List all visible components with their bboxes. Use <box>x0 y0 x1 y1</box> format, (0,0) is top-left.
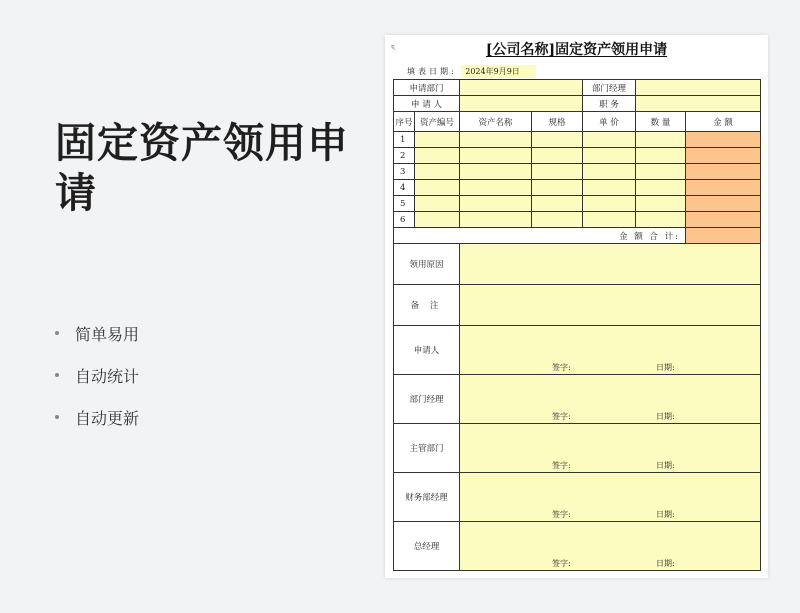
table-row <box>394 164 761 180</box>
sign-label: 签字: <box>552 412 571 421</box>
corner-mark: ঽ <box>391 43 396 52</box>
form-sheet <box>385 35 768 578</box>
remark-label: 备 注 <box>394 285 460 326</box>
quantity-cell[interactable] <box>636 164 686 180</box>
spec-cell[interactable] <box>532 164 583 180</box>
dept-field[interactable] <box>460 80 583 96</box>
unit-price-cell[interactable] <box>583 180 636 196</box>
approval-sign-cell[interactable] <box>460 473 761 522</box>
sign-date-label: 日期: <box>656 559 675 568</box>
asset-code-cell[interactable] <box>415 148 460 164</box>
table-header-row <box>394 112 761 132</box>
fill-date-value[interactable]: 2024年9月9日 <box>461 65 536 78</box>
approval-row <box>394 473 761 522</box>
row-number: 5 <box>394 196 415 212</box>
approval-row <box>394 522 761 571</box>
row-number: 4 <box>394 180 415 196</box>
col-header-amount: 金 额 <box>686 112 761 132</box>
row-number: 1 <box>394 132 415 148</box>
col-header-unit-price: 单 价 <box>583 112 636 132</box>
approval-label: 主管部门 <box>394 424 460 473</box>
amount-cell <box>686 148 761 164</box>
quantity-cell[interactable] <box>636 148 686 164</box>
dept-manager-label: 部门经理 <box>583 80 636 96</box>
quantity-cell[interactable] <box>636 212 686 228</box>
table-row <box>394 180 761 196</box>
unit-price-cell[interactable] <box>583 196 636 212</box>
bullet-icon <box>55 331 59 335</box>
col-header-asset-code: 资产编号 <box>415 112 460 132</box>
unit-price-cell[interactable] <box>583 148 636 164</box>
dept-row <box>394 80 761 96</box>
dept-manager-field[interactable] <box>636 80 761 96</box>
table-row <box>394 148 761 164</box>
asset-code-cell[interactable] <box>415 180 460 196</box>
asset-code-cell[interactable] <box>415 132 460 148</box>
approval-row <box>394 375 761 424</box>
sign-date-label: 日期: <box>656 412 675 421</box>
unit-price-cell[interactable] <box>583 212 636 228</box>
position-field[interactable] <box>636 96 761 112</box>
asset-code-cell[interactable] <box>415 212 460 228</box>
promo-title: 固定资产领用申请 <box>55 119 349 217</box>
bullet-icon <box>55 373 59 377</box>
feature-label: 简单易用 <box>75 324 140 344</box>
col-header-index: 序号 <box>394 112 415 132</box>
fill-date-row <box>407 66 536 77</box>
col-header-asset-name: 资产名称 <box>460 112 532 132</box>
sign-date-label: 日期: <box>656 363 675 372</box>
asset-code-cell[interactable] <box>415 196 460 212</box>
row-number: 6 <box>394 212 415 228</box>
col-header-spec: 规格 <box>532 112 583 132</box>
approval-sign-cell[interactable] <box>460 375 761 424</box>
applicant-label: 申 请 人 <box>394 96 460 112</box>
approval-label: 部门经理 <box>394 375 460 424</box>
asset-code-cell[interactable] <box>415 164 460 180</box>
approval-label: 财务部经理 <box>394 473 460 522</box>
remark-row <box>394 285 761 326</box>
quantity-cell[interactable] <box>636 132 686 148</box>
reason-row <box>394 244 761 285</box>
table-row <box>394 212 761 228</box>
spec-cell[interactable] <box>532 212 583 228</box>
asset-name-cell[interactable] <box>460 164 532 180</box>
approval-label: 申请人 <box>394 326 460 375</box>
approval-sign-cell[interactable] <box>460 326 761 375</box>
remark-field[interactable] <box>460 285 761 326</box>
reason-field[interactable] <box>460 244 761 285</box>
approval-row <box>394 326 761 375</box>
feature-list <box>55 312 139 438</box>
asset-form-table <box>393 79 761 571</box>
approval-row <box>394 424 761 473</box>
amount-cell <box>686 132 761 148</box>
total-label: 金 额 合 计: <box>394 228 686 244</box>
amount-cell <box>686 164 761 180</box>
approval-sign-cell[interactable] <box>460 522 761 571</box>
spec-cell[interactable] <box>532 132 583 148</box>
quantity-cell[interactable] <box>636 196 686 212</box>
reason-label: 领用原因 <box>394 244 460 285</box>
feature-item <box>55 354 139 396</box>
unit-price-cell[interactable] <box>583 164 636 180</box>
table-row <box>394 196 761 212</box>
row-number: 2 <box>394 148 415 164</box>
applicant-field[interactable] <box>460 96 583 112</box>
approval-label: 总经理 <box>394 522 460 571</box>
bullet-icon <box>55 415 59 419</box>
feature-label: 自动更新 <box>75 408 140 428</box>
sign-label: 签字: <box>552 510 571 519</box>
total-amount-cell <box>686 228 761 244</box>
feature-item <box>55 312 139 354</box>
spec-cell[interactable] <box>532 148 583 164</box>
asset-name-cell[interactable] <box>460 180 532 196</box>
amount-cell <box>686 196 761 212</box>
unit-price-cell[interactable] <box>583 132 636 148</box>
quantity-cell[interactable] <box>636 180 686 196</box>
amount-cell <box>686 212 761 228</box>
position-label: 职 务 <box>583 96 636 112</box>
sign-label: 签字: <box>552 559 571 568</box>
approval-sign-cell[interactable] <box>460 424 761 473</box>
asset-name-cell[interactable] <box>460 196 532 212</box>
dept-label: 申请部门 <box>394 80 460 96</box>
row-number: 3 <box>394 164 415 180</box>
document-title: [公司名称]固定资产领用申请 <box>485 42 668 58</box>
sign-label: 签字: <box>552 363 571 372</box>
spec-cell[interactable] <box>532 180 583 196</box>
total-row <box>394 228 761 244</box>
fill-date-label: 填表日期: <box>407 67 457 76</box>
sign-date-label: 日期: <box>656 510 675 519</box>
applicant-row <box>394 96 761 112</box>
feature-label: 自动统计 <box>75 366 140 386</box>
asset-name-cell[interactable] <box>460 212 532 228</box>
amount-cell <box>686 180 761 196</box>
asset-name-cell[interactable] <box>460 132 532 148</box>
feature-item <box>55 396 139 438</box>
spec-cell[interactable] <box>532 196 583 212</box>
table-row <box>394 132 761 148</box>
sign-label: 签字: <box>552 461 571 470</box>
col-header-quantity: 数 量 <box>636 112 686 132</box>
asset-name-cell[interactable] <box>460 148 532 164</box>
sign-date-label: 日期: <box>656 461 675 470</box>
